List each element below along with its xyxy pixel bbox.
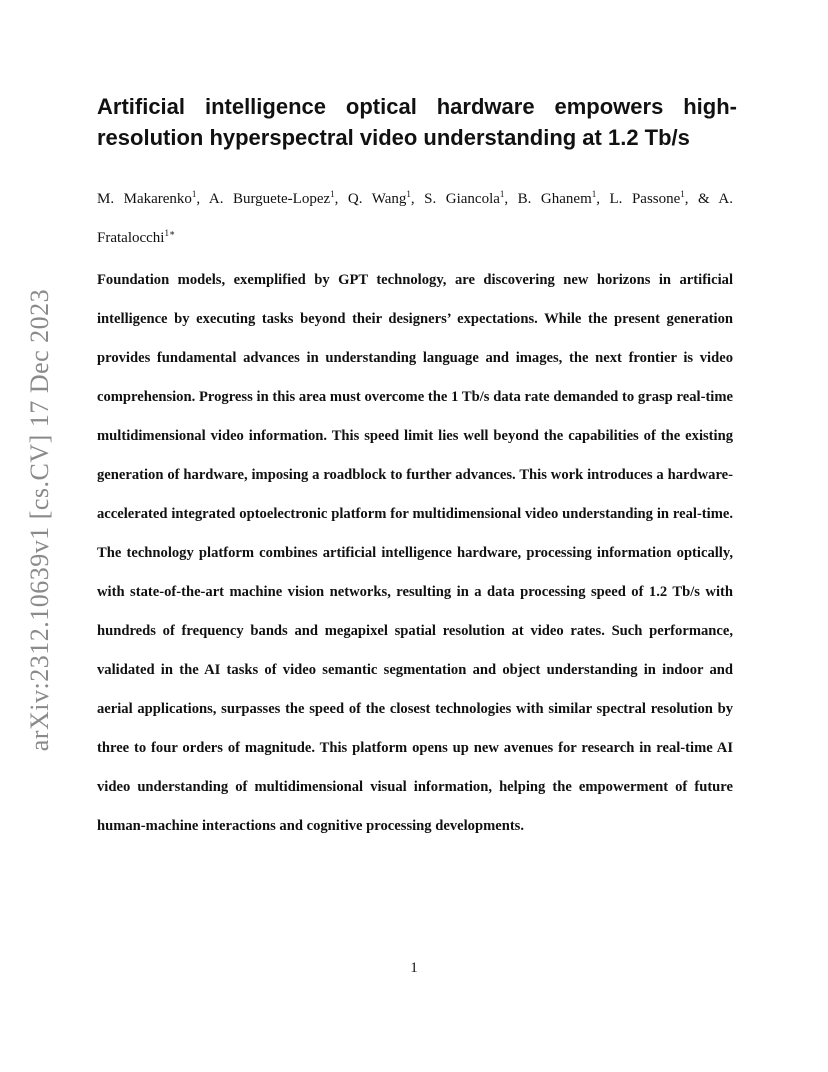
author: S. Giancola$^1$, (424, 189, 518, 207)
author: L. Passone$^1$, & (609, 189, 719, 207)
author-affiliation: 1∗ (164, 228, 176, 238)
author-name: M. Makarenko (97, 191, 192, 207)
author-name: S. Giancola (424, 191, 500, 207)
author: Q. Wang$^1$, (347, 189, 425, 207)
author-affiliation: 1 (591, 189, 597, 199)
author-affiliation: 1 (330, 189, 335, 199)
author: M. Makarenko$^1$, (97, 189, 209, 207)
author-name: B. Ghanem (517, 191, 592, 207)
author-name: A. Burguete-Lopez (208, 191, 331, 207)
author-affiliation: 1 (406, 189, 411, 199)
author-name: A. Fratalocchi (97, 191, 733, 246)
abstract: Foundation models, exemplified by GPT technology, are discovering new horizons in artificial intelligence by executing tasks beyond their designers’ expectations. While the present generation provides fundamental advances in understanding language and images, the next frontier is video comprehension. Progress in this area must overcome the 1 Tb/s data rate demanded to grasp real-time multidimensional video information. This speed limit lies well beyond the capabilities of the existing generation of hardware, imposing a roadblock to further advances. This work introduces a hardware-accelerated integrated optoelectronic platform for multidimensional video understanding in real-time. The technology platform combines artificial intelligence hardware, processing information optically, with state-of-the-art machine vision networks, resulting in a data processing speed of 1.2 Tb/s with hundreds of frequency bands and megapixel spatial resolution at video rates. Such performance, validated in the AI tasks of video semantic segmentation and object understanding in indoor and aerial applications, surpasses the speed of the closest technologies with similar spectral resolution by three to four orders of magnitude. This platform opens up new avenues for research in real-time AI video understanding of multidimensional visual information, helping the empowerment of future human-machine interactions and cognitive processing developments. (97, 272, 733, 834)
author-name: Q. Wang (347, 191, 407, 207)
author: A. Burguete-Lopez$^1$, (208, 189, 348, 207)
author-affiliation: 1 (191, 189, 197, 199)
paper-title: Artificial intelligence optical hardware empowers high-resolution hyperspectral video understanding at 1.2 Tb/s (97, 94, 737, 150)
author-affiliation: 1 (499, 189, 505, 199)
author-affiliation: 1 (680, 189, 685, 199)
arxiv-identifier-text: arXiv:2312.10639v1 [cs.CV] 17 Dec 2023 (25, 288, 54, 752)
author: B. Ghanem$^1$, (517, 189, 610, 207)
page-number: 1 (410, 960, 418, 976)
author-list (97, 180, 733, 258)
author-name: L. Passone (609, 191, 681, 207)
